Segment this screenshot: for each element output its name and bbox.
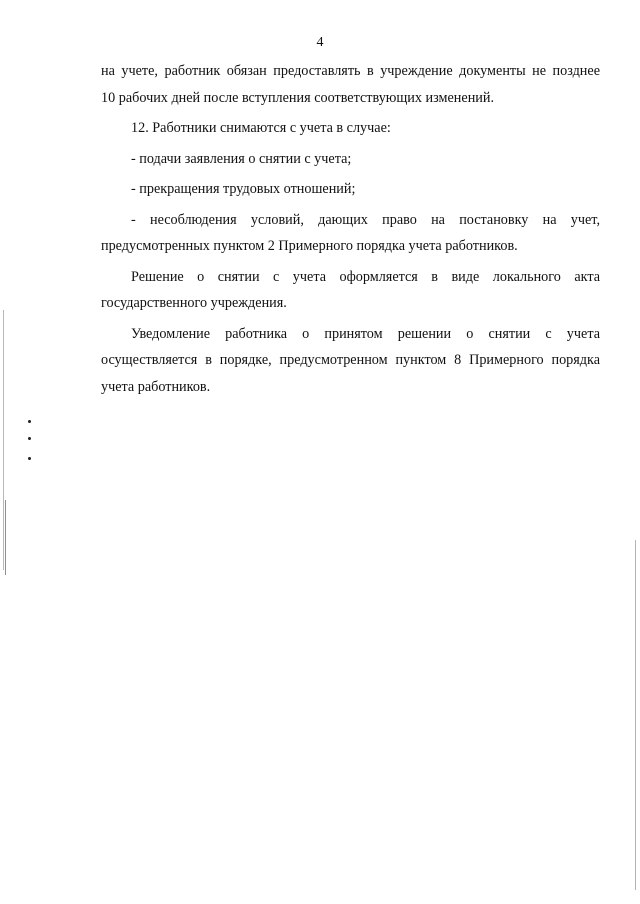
paragraph-item-12	[101, 115, 600, 142]
scan-dot-artifact	[28, 420, 31, 423]
text-line: Решение о снятии с учета оформляется в виде локального акта	[131, 268, 600, 285]
paragraph-decision	[101, 264, 600, 317]
scan-dot-artifact	[28, 437, 31, 440]
scan-edge-artifact	[3, 310, 4, 570]
text-line: - несоблюдения условий, дающих право на постановку на учет,	[131, 211, 600, 228]
text-line: учета работников.	[101, 378, 211, 395]
paragraph-continuation	[101, 58, 600, 111]
text-line: предусмотренных пунктом 2 Примерного порядка учета работников.	[101, 238, 518, 254]
list-item-noncompliance	[101, 207, 600, 260]
text-line: 12. Работники снимаются с учета в случае:	[131, 120, 391, 136]
text-line: Уведомление работника о принятом решении о снятии с учета	[131, 325, 600, 342]
scan-edge-artifact	[635, 540, 636, 890]
list-item-termination	[101, 176, 600, 203]
page-number: 4	[316, 35, 324, 50]
text-line: 10 рабочих дней после вступления соответствующих изменений.	[101, 89, 495, 106]
text-line: на учете, работник обязан предоставлять в учреждение документы не позднее	[101, 63, 600, 79]
paragraph-notification	[101, 321, 600, 401]
list-item-application	[101, 146, 600, 173]
text-line: государственного учреждения.	[101, 295, 287, 311]
document-body	[101, 58, 600, 400]
scan-edge-artifact	[5, 500, 6, 575]
text-line: - прекращения трудовых отношений;	[131, 181, 356, 197]
text-line: осуществляется в порядке, предусмотренном пунктом 8 Примерного порядка	[101, 352, 600, 368]
scan-dot-artifact	[28, 457, 31, 460]
text-line: - подачи заявления о снятии с учета;	[131, 150, 352, 167]
